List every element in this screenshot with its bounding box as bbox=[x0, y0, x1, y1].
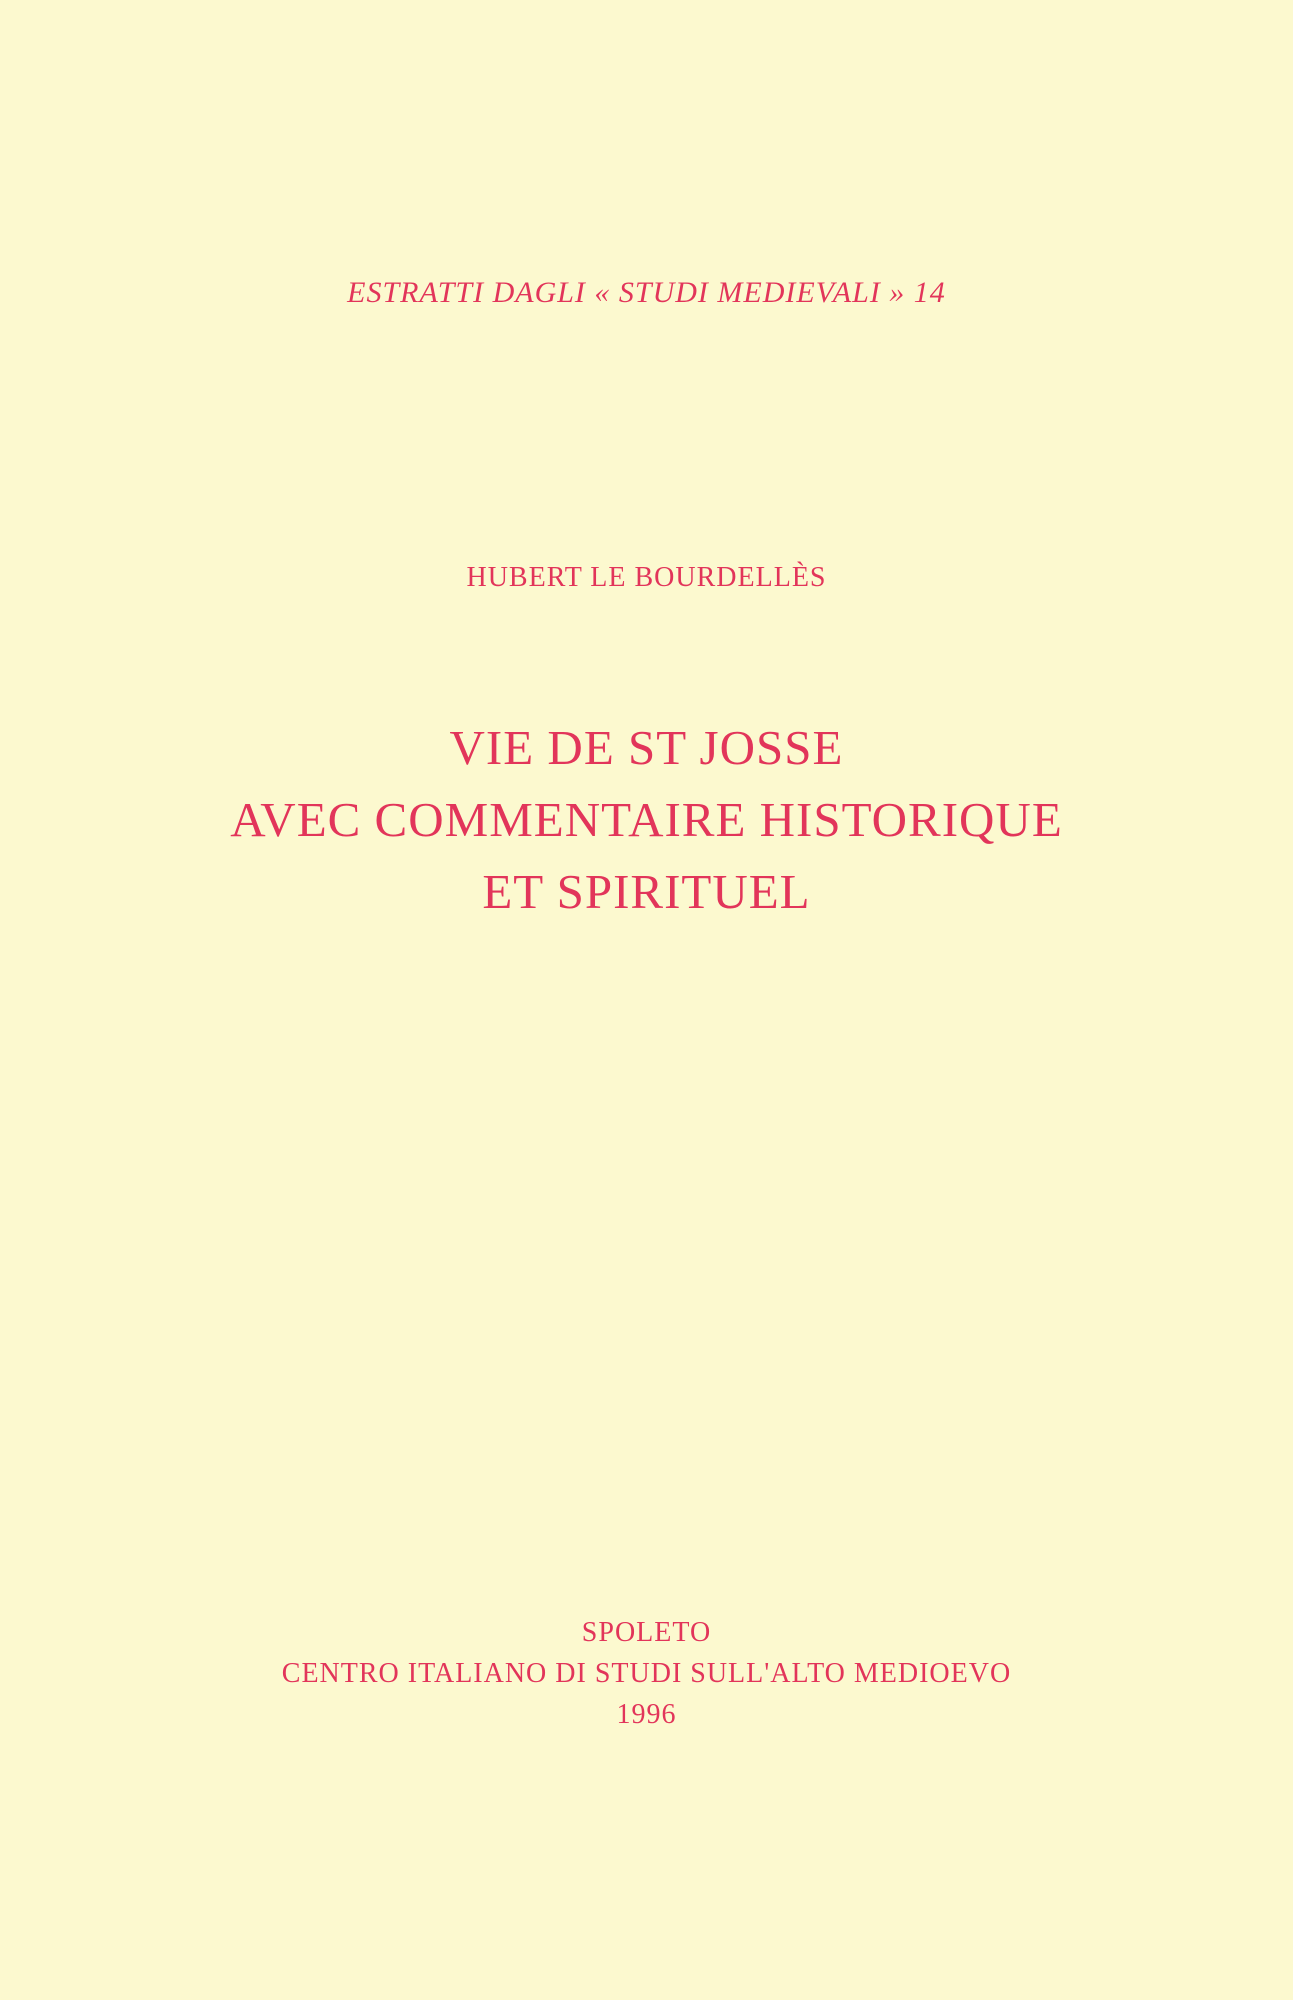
author-name: HUBERT LE BOURDELLÈS bbox=[466, 562, 827, 593]
book-title bbox=[0, 712, 1293, 928]
title-line: AVEC COMMENTAIRE HISTORIQUE bbox=[230, 792, 1063, 847]
publisher-imprint bbox=[0, 1612, 1293, 1735]
title-line: VIE DE ST JOSSE bbox=[449, 720, 844, 775]
series-line: ESTRATTI DAGLI « STUDI MEDIEVALI » 14 bbox=[347, 276, 946, 309]
title-line: ET SPIRITUEL bbox=[482, 864, 811, 919]
publication-place: SPOLETO bbox=[581, 1617, 712, 1648]
publisher-name: CENTRO ITALIANO DI STUDI SULL'ALTO MEDIOEVO bbox=[281, 1658, 1012, 1689]
publication-year: 1996 bbox=[616, 1699, 677, 1730]
